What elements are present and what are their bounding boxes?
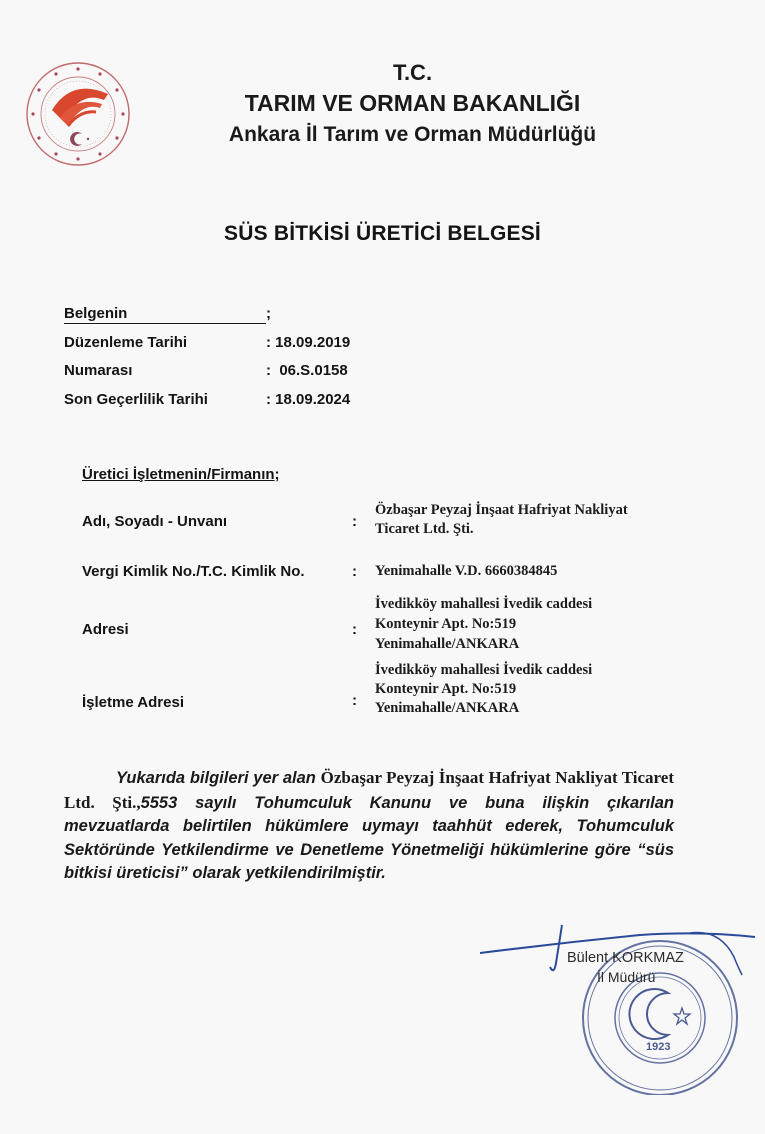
company-name-label: Adı, Soyadı - Unvanı — [82, 513, 228, 530]
certificate-section-label: Belgenin — [64, 305, 266, 324]
issue-date-label: Düzenleme Tarihi — [64, 334, 188, 351]
expiry-date-label: Son Geçerlilik Tarihi — [64, 391, 208, 408]
tax-id-line: Yenimahalle V.D. 6660384845 — [375, 563, 558, 579]
business-address-label: İşletme Adresi — [82, 694, 184, 711]
header-directorate: Ankara İl Tarım ve Orman Müdürlüğü — [228, 123, 597, 146]
producer-section-suffix: ; — [274, 466, 280, 483]
address-line: Yenimahalle/ANKARA — [375, 636, 520, 652]
official-stamp — [470, 915, 760, 1095]
producer-section-label: Üretici İşletmenin/Firmanın — [82, 466, 275, 483]
certificate-section-heading — [64, 305, 271, 324]
address-separator: : — [352, 621, 357, 638]
header-country: T.C. — [392, 60, 433, 85]
address-label: Adresi — [82, 621, 129, 638]
address-line: İvedikköy mahallesi İvedik caddesi — [375, 596, 593, 612]
signatory-title: İl Müdürü — [597, 969, 656, 985]
issue-date-row — [64, 334, 350, 351]
certificate-number-label: Numarası — [64, 362, 133, 379]
certificate-section-suffix: ; — [266, 305, 271, 322]
signature-stroke — [550, 925, 562, 970]
tax-id-value — [375, 562, 557, 581]
expiry-date-row — [64, 391, 350, 408]
document-title: SÜS BİTKİSİ ÜRETİCİ BELGESİ — [224, 222, 541, 245]
producer-section-heading — [82, 466, 280, 483]
header-ministry: TARIM VE ORMAN BAKANLIĞI — [244, 90, 581, 116]
certificate-number-row — [64, 362, 348, 379]
crescent-star-icon — [629, 989, 690, 1039]
stamp-year: 1923 — [646, 1041, 671, 1053]
signature-stroke — [690, 933, 742, 976]
company-name-value — [375, 501, 628, 539]
business-address-value — [375, 661, 592, 718]
statement-body: 5553 sayılı Tohumculuk Kanunu ve buna ilişkin çıkarılan mevzuatlarda belirtilen hükümlere uymayı taahhüt ederek, Tohumculuk Sektöründe Yetkilendirme ve Denetleme Yönetmeliği hükümlerine göre “süs bitkisi üreticisi” olarak yetkilendirilmiştir. — [64, 793, 674, 882]
expiry-date-value: : 18.09.2024 — [266, 391, 351, 408]
business-address-separator: : — [352, 692, 357, 709]
statement-intro: Yukarıda bilgileri yer alan — [116, 769, 316, 787]
company-name-line: Ticaret Ltd. Şti. — [375, 521, 474, 537]
business-address-line: Konteynir Apt. No:519 — [375, 681, 517, 697]
tax-id-separator: : — [352, 563, 357, 580]
certificate-number-value: : 06.S.0158 — [266, 362, 348, 379]
authorization-statement — [64, 766, 674, 886]
issue-date-value: : 18.09.2019 — [266, 334, 351, 351]
statement-company: Özbaşar Peyzaj İnşaat Hafriyat Nakliyat Ticaret Ltd. Şti., — [64, 768, 674, 812]
tax-id-label: Vergi Kimlik No./T.C. Kimlik No. — [82, 563, 305, 580]
business-address-line: İvedikköy mahallesi İvedik caddesi — [375, 662, 593, 678]
company-name-line: Özbaşar Peyzaj İnşaat Hafriyat Nakliyat — [375, 502, 628, 518]
signatory-name: Bülent KORKMAZ — [567, 950, 684, 966]
company-name-separator: : — [352, 513, 357, 530]
address-line: Konteynir Apt. No:519 — [375, 616, 517, 632]
address-value — [375, 594, 592, 654]
business-address-line: Yenimahalle/ANKARA — [375, 700, 520, 716]
